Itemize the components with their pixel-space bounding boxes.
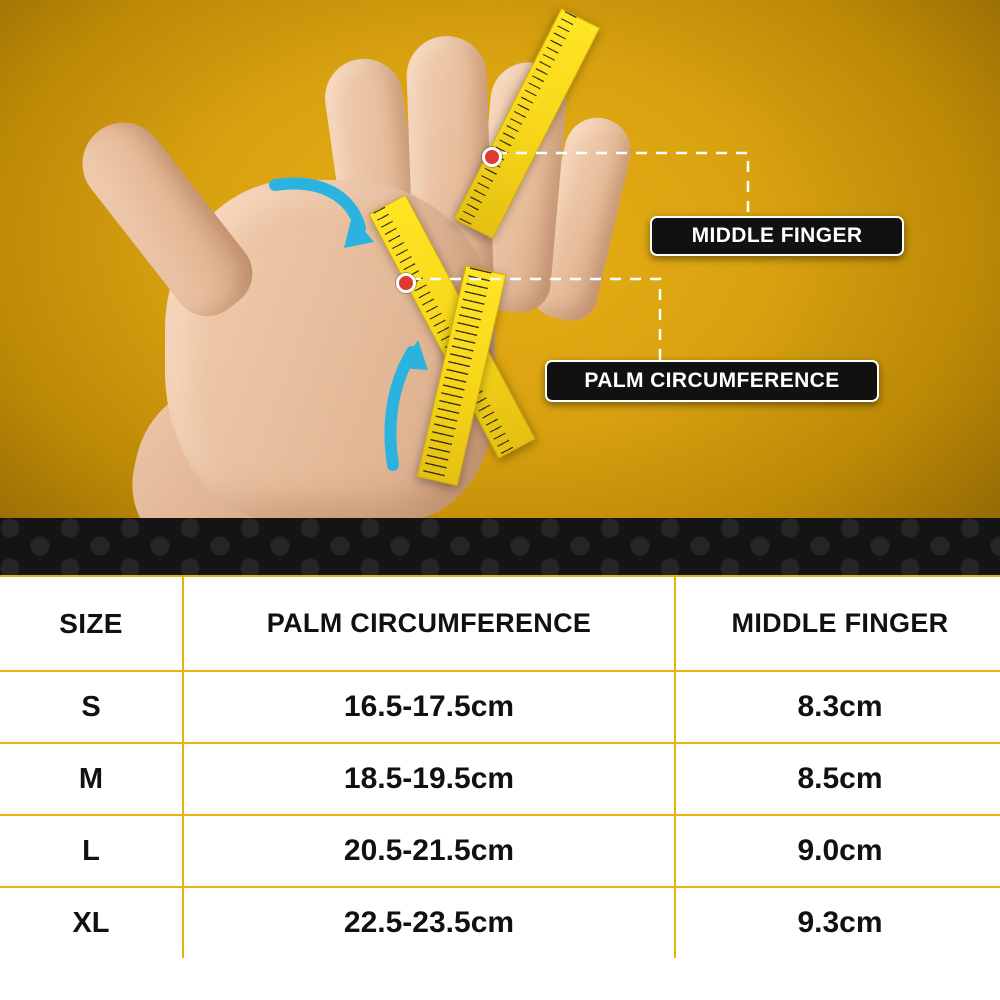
column-header-size: SIZE xyxy=(0,576,183,671)
column-header-palm-circumference: PALM CIRCUMFERENCE xyxy=(183,576,675,671)
table-header-row xyxy=(0,576,1000,671)
table-row xyxy=(0,671,1000,743)
cell-palm: 22.5-23.5cm xyxy=(183,887,675,958)
cell-size: M xyxy=(0,743,183,815)
palm-point-icon xyxy=(396,273,416,293)
size-table-area xyxy=(0,575,1000,1000)
cell-finger: 8.5cm xyxy=(675,743,1000,815)
cell-finger: 8.3cm xyxy=(675,671,1000,743)
cell-palm: 18.5-19.5cm xyxy=(183,743,675,815)
callout-middle-finger xyxy=(650,216,904,256)
hex-pattern-divider xyxy=(0,518,1000,575)
cell-size: S xyxy=(0,671,183,743)
cell-finger: 9.0cm xyxy=(675,815,1000,887)
callout-palm-circumference-label: PALM CIRCUMFERENCE xyxy=(584,369,840,392)
hand-illustration xyxy=(105,0,665,530)
cell-palm: 20.5-21.5cm xyxy=(183,815,675,887)
table-row xyxy=(0,887,1000,958)
table-row xyxy=(0,743,1000,815)
table-row xyxy=(0,815,1000,887)
size-chart-table xyxy=(0,575,1000,958)
cell-finger: 9.3cm xyxy=(675,887,1000,958)
middle-finger-point-icon xyxy=(482,147,502,167)
callout-palm-circumference xyxy=(545,360,879,402)
cell-size: L xyxy=(0,815,183,887)
column-header-middle-finger: MIDDLE FINGER xyxy=(675,576,1000,671)
callout-middle-finger-label: MIDDLE FINGER xyxy=(691,224,863,247)
cell-palm: 16.5-17.5cm xyxy=(183,671,675,743)
cell-size: XL xyxy=(0,887,183,958)
